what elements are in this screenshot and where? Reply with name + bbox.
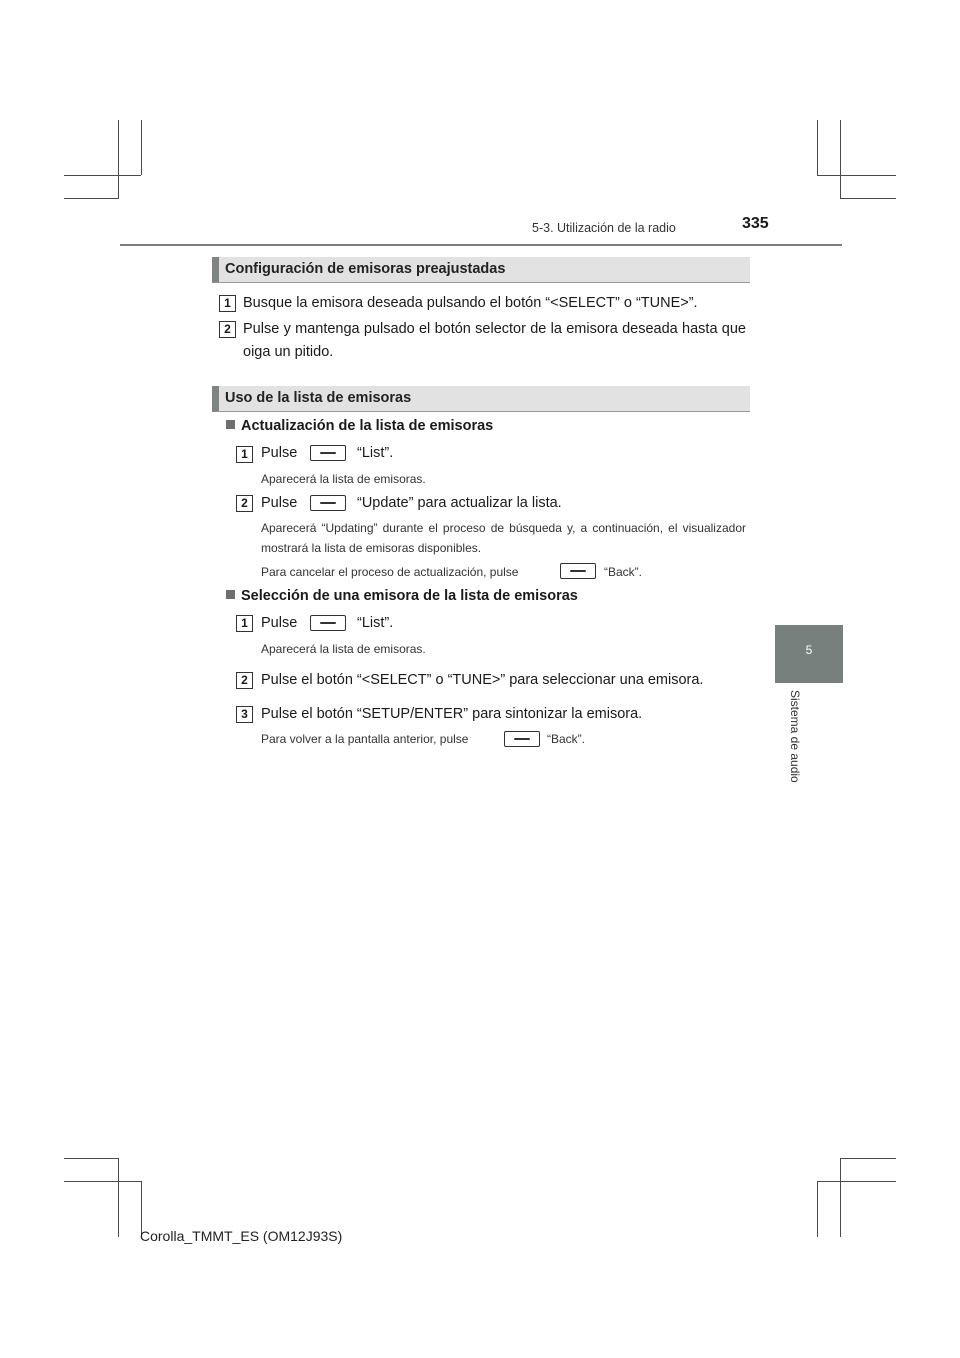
crop-mark: [817, 1181, 896, 1182]
crop-mark: [64, 175, 141, 176]
screen-button-icon: [310, 615, 346, 631]
header-rule: [120, 244, 842, 246]
crop-mark: [817, 1181, 818, 1237]
step-text: Busque la emisora deseada pulsando el botón “<SELECT” o “TUNE>”.: [243, 295, 698, 311]
step-text: Pulse el botón “<SELECT” o “TUNE>” para seleccionar una emisora.: [261, 672, 704, 688]
note-text: “Back”.: [547, 732, 586, 746]
chapter-label: [788, 690, 808, 800]
section-reference: 5-3. Utilización de la radio: [532, 221, 676, 235]
pulse-text: Pulse: [261, 615, 298, 631]
crop-mark: [817, 120, 818, 175]
crop-mark: [64, 1181, 141, 1182]
step-2-icon: 2: [236, 495, 253, 512]
step-2-icon: 2: [219, 321, 236, 338]
step-2-icon: 2: [236, 672, 253, 689]
screen-button-icon: [560, 563, 596, 579]
crop-mark: [840, 1158, 841, 1237]
chapter-label-text: Sistema de audio: [788, 690, 802, 783]
crop-mark: [118, 1158, 119, 1237]
crop-mark: [141, 120, 142, 175]
chapter-number: 5: [805, 643, 813, 657]
crop-mark: [840, 1158, 896, 1159]
pulse-text: Pulse: [261, 495, 298, 511]
step-3-icon: 3: [236, 706, 253, 723]
section-title: Uso de la lista de emisoras: [225, 390, 412, 406]
note-text: Para volver a la pantalla anterior, pulse: [261, 732, 469, 746]
square-bullet-icon: [226, 420, 235, 429]
crop-mark: [118, 120, 119, 199]
subsection-title: Selección de una emisora de la lista de emisoras: [241, 588, 578, 604]
subsection-heading-update: [226, 418, 493, 434]
section-heading-presets: [212, 257, 750, 283]
note-text: Aparecerá la lista de emisoras.: [261, 472, 426, 486]
page-number: 335: [742, 215, 769, 232]
step-1-icon: 1: [219, 295, 236, 312]
note-text: Para cancelar el proceso de actualización, pulse: [261, 565, 519, 579]
crop-mark: [64, 1158, 119, 1159]
pulse-text: Pulse: [261, 445, 298, 461]
crop-mark: [64, 198, 119, 199]
step-1-icon: 1: [236, 446, 253, 463]
chapter-tab: [775, 625, 843, 683]
action-text: “List”.: [357, 445, 394, 461]
crop-mark: [840, 198, 896, 199]
crop-mark: [817, 175, 896, 176]
step-text: Pulse el botón “SETUP/ENTER” para sintonizar la emisora.: [261, 706, 643, 722]
step-1-icon: 1: [236, 615, 253, 632]
screen-button-icon: [504, 731, 540, 747]
section-heading-station-list: [212, 386, 750, 412]
action-text: “List”.: [357, 615, 394, 631]
step-text: Pulse y mantenga pulsado el botón selector de la emisora deseada hasta que oiga un pitido.: [243, 321, 746, 360]
action-text: “Update” para actualizar la lista.: [357, 495, 562, 511]
crop-mark: [840, 120, 841, 199]
subsection-heading-select: [226, 588, 578, 604]
screen-button-icon: [310, 445, 346, 461]
subsection-title: Actualización de la lista de emisoras: [241, 418, 494, 434]
square-bullet-icon: [226, 590, 235, 599]
screen-button-icon: [310, 495, 346, 511]
document-id: Corolla_TMMT_ES (OM12J93S): [140, 1228, 343, 1244]
note-text: Aparecerá la lista de emisoras.: [261, 642, 426, 656]
section-title: Configuración de emisoras preajustadas: [225, 261, 506, 277]
note-text: Aparecerá “Updating” durante el proceso de búsqueda y, a continuación, el visualizador mostrará la lista de emisoras disponibles.: [261, 521, 746, 555]
note-text: “Back”.: [604, 565, 643, 579]
